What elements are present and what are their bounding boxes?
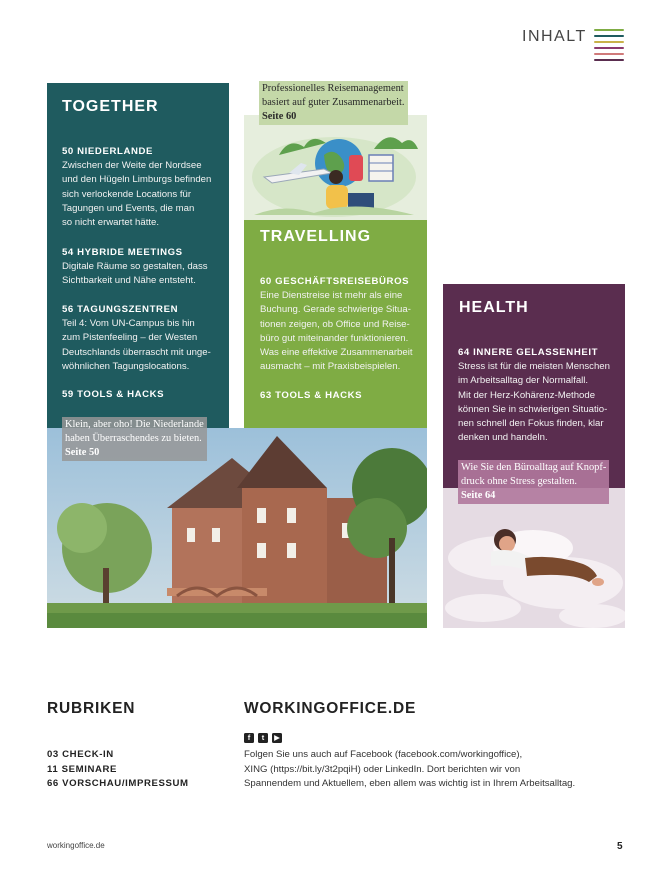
health-item-text: [458, 360, 628, 446]
text-line: so nicht erwartet hätte.: [62, 217, 160, 229]
text-line: und den Hügeln Limburgs befinden: [62, 174, 212, 186]
text-line: Buchung. Gerade schwierige Situa-: [260, 304, 411, 316]
caption-page-link[interactable]: Seite 50: [65, 447, 100, 458]
together-item-title[interactable]: 56 TAGUNGSZENTREN: [62, 304, 179, 315]
caption-page-link[interactable]: Seite 60: [262, 111, 297, 122]
text-line: XING (https://bit.ly/3t2pqiH) oder LinkedIn. Dort berichten wir von: [244, 763, 521, 775]
text-line: Teil 4: Vom UN-Campus bis hin: [62, 318, 195, 329]
text-line: Digitale Räume so gestalten, dass: [62, 261, 208, 272]
text-line: büro gut miteinander funktionieren.: [260, 332, 409, 344]
stripe: [594, 41, 624, 43]
health-caption: [458, 460, 609, 504]
together-item-text: [62, 260, 232, 289]
text-line: zum Pistenfeeling – der Westen: [62, 332, 198, 344]
caption-line: Professionelles Reisemanagement: [262, 83, 404, 94]
text-line: im Arbeitsalltag der Normalfall.: [458, 375, 589, 387]
caption-line: Klein, aber oho! Die Niederlande: [65, 419, 204, 430]
text-line: Deutschlands überrascht mit unge-: [62, 346, 211, 358]
together-item-text: [62, 159, 232, 230]
footer-site-link[interactable]: workingoffice.de: [47, 841, 105, 850]
text-line: nen schnell den Fokus finden, klar: [458, 418, 604, 430]
stripe: [594, 35, 624, 37]
text-line: Tagungen und Events, die man: [62, 202, 195, 214]
facebook-icon[interactable]: f: [244, 733, 254, 743]
travelling-panel: [244, 220, 427, 428]
twitter-icon[interactable]: t: [258, 733, 268, 743]
text-line: Zwischen der Weite der Nordsee: [62, 160, 202, 171]
caption-page-link[interactable]: Seite 64: [461, 490, 496, 501]
together-item-title[interactable]: 50 NIEDERLANDE: [62, 146, 154, 157]
together-panel: [47, 83, 229, 428]
travelling-caption: [259, 81, 408, 125]
text-line: wöhnlichen Tagungslocations.: [62, 360, 190, 372]
caption-line: druck ohne Stress gestalten.: [461, 476, 578, 487]
social-icons: [244, 733, 282, 743]
text-line: Mit der Herz-Kohärenz-Methode: [458, 389, 596, 401]
health-item-title[interactable]: 64 INNERE GELASSENHEIT: [458, 347, 599, 358]
rubriken-item[interactable]: 66 VORSCHAU/IMPRESSUM: [47, 778, 189, 789]
travelling-item-title[interactable]: 63 TOOLS & HACKS: [260, 390, 363, 401]
travelling-item-title[interactable]: 60 GESCHÄFTSREISEBÜROS: [260, 276, 410, 287]
text-line: Spannendem und Aktuellem, eben allem was wichtig ist in Ihrem Arbeitsalltag.: [244, 778, 576, 789]
text-line: sich verlockende Locations für: [62, 188, 192, 200]
page-number: 5: [617, 841, 623, 852]
travelling-illustration-panel: [244, 115, 427, 221]
workingoffice-heading: WORKINGOFFICE.DE: [244, 700, 417, 717]
rubriken-list: [47, 748, 189, 792]
stripe: [594, 59, 624, 61]
travelling-item-text: [260, 289, 428, 375]
health-heading: HEALTH: [459, 299, 529, 316]
travel-illustration: [244, 115, 427, 221]
text-line: Stress ist für die meisten Menschen: [458, 361, 610, 372]
together-item-title[interactable]: 59 TOOLS & HACKS: [62, 389, 165, 400]
text-line: Sichtbarkeit und Nähe entsteht.: [62, 275, 196, 287]
rubriken-heading: RUBRIKEN: [47, 700, 136, 717]
together-item-title[interactable]: 54 HYBRIDE MEETINGS: [62, 247, 183, 258]
youtube-icon[interactable]: ▶: [272, 733, 282, 743]
text-line: Folgen Sie uns auch auf Facebook (facebook.com/workingoffice),: [244, 749, 523, 760]
together-heading: TOGETHER: [62, 98, 159, 115]
text-line: können Sie in schwierigen Situatio-: [458, 403, 608, 415]
relaxing-woman-illustration: [443, 488, 625, 628]
together-caption: [62, 417, 207, 461]
page-title: INHALT: [522, 28, 587, 45]
text-line: tionen zeigen, ob Office und Reise-: [260, 318, 410, 330]
menu-stripes-icon: [594, 29, 624, 63]
caption-line: Wie Sie den Büroalltag auf Knopf-: [461, 462, 607, 473]
workingoffice-text: [244, 748, 624, 792]
text-line: denken und handeln.: [458, 432, 548, 444]
health-panel: [443, 284, 625, 488]
travelling-heading: TRAVELLING: [260, 228, 372, 245]
text-line: ausmacht – mit Praxisbeispielen.: [260, 361, 401, 373]
stripe: [594, 47, 624, 49]
stripe: [594, 53, 624, 55]
text-line: Was eine effektive Zusammenarbeit: [260, 347, 413, 359]
rubriken-item[interactable]: 11 SEMINARE: [47, 763, 118, 775]
text-line: Eine Dienstreise ist mehr als eine: [260, 290, 403, 301]
rubriken-item[interactable]: 03 CHECK-IN: [47, 749, 114, 760]
health-illustration-panel: [443, 488, 625, 628]
caption-line: haben Überraschendes zu bieten.: [65, 433, 202, 444]
stripe: [594, 29, 624, 31]
together-item-text: [62, 317, 232, 374]
caption-line: basiert auf guter Zusammenarbeit.: [262, 97, 405, 108]
